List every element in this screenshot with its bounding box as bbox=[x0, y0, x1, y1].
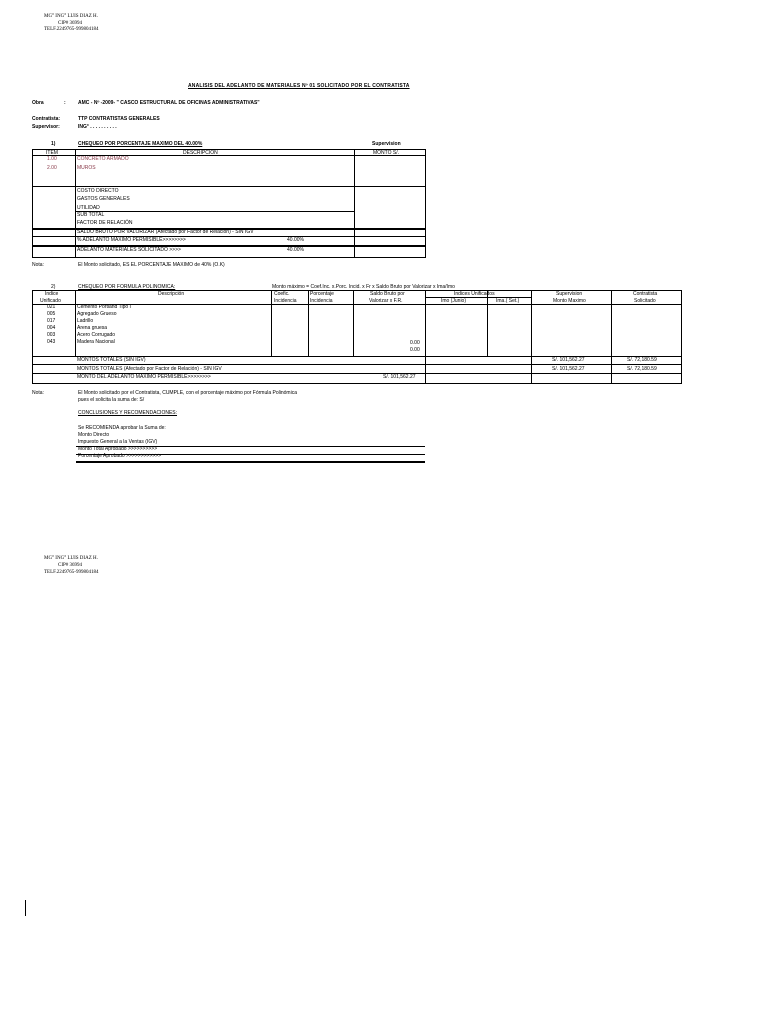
col-monto-header: MONTO S/. bbox=[373, 150, 400, 156]
conclusions-recommend: Se RECOMIENDA aprobar la Suma de: bbox=[78, 425, 166, 431]
row-desc: Madera Nacional bbox=[77, 339, 115, 345]
conclusions-igv: Impuesto General a la Ventas (IGV) bbox=[78, 439, 158, 445]
hdr-incidencia: Incidencia bbox=[274, 298, 297, 304]
hdr-indices-unificados: Indices Unificados bbox=[454, 291, 495, 297]
hdr-coefic: Coefic. bbox=[274, 291, 290, 297]
contratista-value: TTP CONTRATISTAS GENERALES bbox=[78, 116, 160, 122]
monto-adelanto-value: S/. 101,562.27 bbox=[383, 374, 416, 380]
saldo-value: 0.00 bbox=[410, 340, 420, 346]
hdr-valorizar: Valorizar x F.R. bbox=[369, 298, 403, 304]
conclusions-title: CONCLUSIONES Y RECOMENDACIONES: bbox=[78, 410, 178, 416]
hdr-solicitado: Solicitado bbox=[634, 298, 656, 304]
row-code: 021 bbox=[47, 304, 56, 310]
contratista-label: Contratista: bbox=[32, 116, 61, 122]
saldo-value: 0.00 bbox=[410, 347, 420, 353]
summary-sub-total: SUB TOTAL bbox=[77, 212, 105, 218]
footer-cip: CIP# 36994 bbox=[58, 563, 83, 568]
note1-label: Nota: bbox=[32, 262, 44, 268]
totales-fr-label: MONTOS TOTALES (Afectado por Factor de Relación) - SIN IGV bbox=[77, 366, 222, 372]
col-item-header: ITEM bbox=[46, 150, 58, 156]
row-code: 043 bbox=[47, 339, 56, 345]
summary-utilidad: UTILIDAD bbox=[77, 205, 100, 211]
section2-formula: Monto máximo = Coef.Inc. x.Porc. Incid. x Fr x Saldo Bruto por Valorizar x Ima/Imo bbox=[272, 284, 455, 290]
totales-sin-igv-supervision: S/. 101,562.27 bbox=[552, 357, 585, 363]
author-name: MG° ING° LUIS DIAZ H. bbox=[44, 14, 98, 19]
section2-title: CHEQUEO POR FORMULA POLINOMICA: bbox=[78, 284, 176, 290]
section1-title: CHEQUEO POR PORCENTAJE MAXIMO DEL 40.00% bbox=[78, 141, 203, 147]
obra-colon: : bbox=[64, 100, 66, 106]
hdr-imo: Imo (Junio) bbox=[441, 298, 467, 304]
hdr-indice: Indice bbox=[45, 291, 59, 297]
hdr-descripcion: Descripción bbox=[158, 291, 185, 297]
item-number: 2.00 bbox=[47, 165, 57, 171]
text-cursor bbox=[25, 900, 26, 916]
row-desc: Arena gruesa bbox=[77, 325, 108, 331]
totales-sin-igv-label: MONTOS TOTALES (SIN IGV) bbox=[77, 357, 146, 363]
row-code: 003 bbox=[47, 332, 56, 338]
note2-line2: pues el solicita la suma de: S/ bbox=[78, 397, 145, 403]
hdr-saldo: Saldo Bruto por bbox=[370, 291, 405, 297]
hdr-unificado: Unificado bbox=[40, 298, 61, 304]
totales-fr-contratista: S/. 72,180.59 bbox=[627, 366, 657, 372]
section1-supervision: Supervision bbox=[372, 141, 401, 147]
note2-line1: El Monto solicitado por el Contratista, CUMPLE, con el porcentaje máximo por Fórmula Polinómica bbox=[78, 390, 297, 396]
note2-label: Nota: bbox=[32, 390, 44, 396]
adelanto-solicitado-value: 40.00% bbox=[287, 247, 304, 253]
adelanto-maximo-value: 40.00% bbox=[287, 237, 304, 243]
item-desc: MUROS bbox=[77, 165, 96, 171]
hdr-monto-maximo: Monto Maximo bbox=[553, 298, 586, 304]
supervisor-value: ING° . . . . . . . . . . bbox=[78, 124, 117, 130]
conclusions-monto-directo: Monto Directo bbox=[78, 432, 110, 438]
totales-sin-igv-contratista: S/. 72,180.59 bbox=[627, 357, 657, 363]
row-code: 005 bbox=[47, 311, 56, 317]
section1-number: 1) bbox=[51, 141, 56, 147]
hdr-incidencia2: Incidencia bbox=[310, 298, 333, 304]
hdr-porcentaje: Porcentaje bbox=[310, 291, 334, 297]
row-code: 017 bbox=[47, 318, 56, 324]
row-code: 004 bbox=[47, 325, 56, 331]
conclusions-monto-total: Monto Total Aprobado >>>>>>>>>> bbox=[78, 446, 158, 452]
row-desc: Ladrillo bbox=[77, 318, 94, 324]
saldo-bruto-label: SALDO BRUTO POR VALORIZAR (Afectado por Factor de Relación) - SIN IGV bbox=[77, 229, 254, 235]
supervisor-label: Supervisor: bbox=[32, 124, 60, 130]
summary-gastos-generales: GASTOS GENERALES bbox=[77, 196, 130, 202]
item-desc: CONCRETO ARMADO bbox=[77, 156, 129, 162]
conclusions-porcentaje: Porcentaje Aprobado >>>>>>>>>>>> bbox=[78, 453, 162, 459]
summary-factor-relacion: FACTOR DE RELACIÓN bbox=[77, 220, 133, 226]
adelanto-maximo-label: % ADELANTO MAXIMO PERMISIBLE>>>>>>>> bbox=[77, 237, 186, 243]
row-desc: Cemento Portland Tipo I bbox=[77, 304, 131, 310]
obra-value: AMC - Nº -2009- " CASCO ESTRUCTURAL DE OFICINAS ADMINISTRATIVAS" bbox=[78, 100, 260, 106]
author-phone: TELF.2249765-999804184 bbox=[44, 27, 99, 32]
hdr-ima: Ima.( Set.) bbox=[496, 298, 520, 304]
hdr-contratista: Contratista bbox=[633, 291, 658, 297]
totales-fr-supervision: S/. 101,562.27 bbox=[552, 366, 585, 372]
row-desc: Acero Corrugado bbox=[77, 332, 116, 338]
footer-name: MG° ING° LUIS DIAZ H. bbox=[44, 556, 98, 561]
footer-phone: TELF.2249765-999804184 bbox=[44, 570, 99, 575]
col-desc-header: DESCRIPCION bbox=[183, 150, 218, 156]
summary-costo-directo: COSTO DIRECTO bbox=[77, 188, 119, 194]
adelanto-solicitado-label: ADELANTO MATERIALES SOLICITADO >>>> bbox=[77, 247, 181, 253]
hdr-supervision: Supervision bbox=[556, 291, 583, 297]
monto-adelanto-label: MONTO DEL ADELANTO MAXIMO PERMISIBLE>>>>>>>> bbox=[77, 374, 211, 380]
author-cip: CIP# 36994 bbox=[58, 21, 83, 26]
item-number: 1.00 bbox=[47, 156, 57, 162]
note1-text: El Monto solicitado, ES EL PORCENTAJE MAXIMO de 40% (O.K) bbox=[78, 262, 225, 268]
section2-number: 2) bbox=[51, 284, 56, 290]
obra-label: Obra bbox=[32, 100, 44, 106]
document-title: ANALISIS DEL ADELANTO DE MATERIALES Nº 01 SOLICITADO POR EL CONTRATISTA bbox=[188, 83, 410, 89]
row-desc: Agregado Grueso bbox=[77, 311, 117, 317]
